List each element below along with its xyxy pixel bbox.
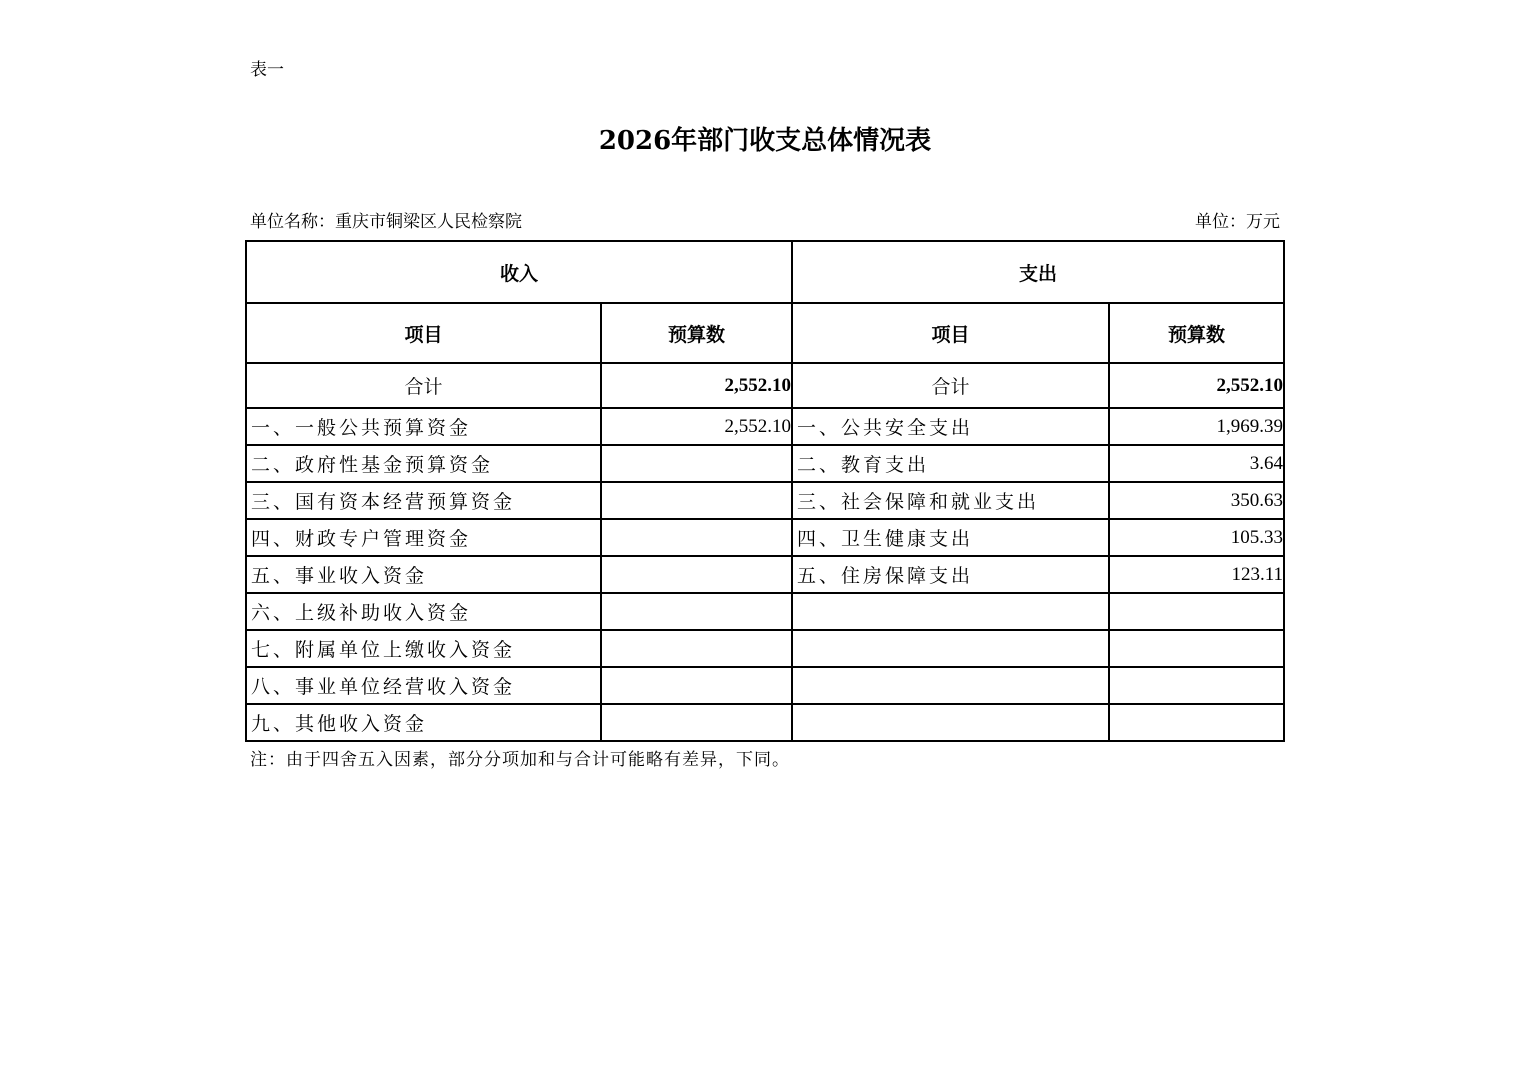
expense-item: 三、社会保障和就业支出 bbox=[792, 482, 1109, 519]
table-row bbox=[246, 667, 1284, 704]
income-item: 六、上级补助收入资金 bbox=[246, 593, 601, 630]
total-row bbox=[246, 363, 1284, 408]
income-amount bbox=[601, 519, 792, 556]
expense-amount-header: 预算数 bbox=[1109, 303, 1284, 363]
expense-item: 二、教育支出 bbox=[792, 445, 1109, 482]
income-amount: 2,552.10 bbox=[601, 408, 792, 445]
expense-item bbox=[792, 667, 1109, 704]
expense-item bbox=[792, 593, 1109, 630]
expense-amount: 3.64 bbox=[1109, 445, 1284, 482]
expense-amount: 350.63 bbox=[1109, 482, 1284, 519]
table-row bbox=[246, 408, 1284, 445]
income-amount bbox=[601, 556, 792, 593]
income-item: 七、附属单位上缴收入资金 bbox=[246, 630, 601, 667]
table-row bbox=[246, 519, 1284, 556]
expense-amount: 105.33 bbox=[1109, 519, 1284, 556]
income-total-label: 合计 bbox=[246, 363, 601, 408]
income-item: 五、事业收入资金 bbox=[246, 556, 601, 593]
income-amount bbox=[601, 630, 792, 667]
expense-item bbox=[792, 704, 1109, 741]
income-amount bbox=[601, 593, 792, 630]
income-item-header: 项目 bbox=[246, 303, 601, 363]
income-amount bbox=[601, 482, 792, 519]
expense-item: 一、公共安全支出 bbox=[792, 408, 1109, 445]
income-item: 一、一般公共预算资金 bbox=[246, 408, 601, 445]
expense-amount bbox=[1109, 667, 1284, 704]
expense-amount bbox=[1109, 593, 1284, 630]
income-amount bbox=[601, 667, 792, 704]
income-item: 八、事业单位经营收入资金 bbox=[246, 667, 601, 704]
income-amount-header: 预算数 bbox=[601, 303, 792, 363]
expense-item bbox=[792, 630, 1109, 667]
table-row bbox=[246, 556, 1284, 593]
unit-name-label: 单位名称：重庆市铜梁区人民检察院 bbox=[250, 212, 522, 232]
expense-amount bbox=[1109, 630, 1284, 667]
income-item: 九、其他收入资金 bbox=[246, 704, 601, 741]
table-row bbox=[246, 482, 1284, 519]
income-item: 三、国有资本经营预算资金 bbox=[246, 482, 601, 519]
unit-label: 单位：万元 bbox=[1195, 212, 1280, 232]
expense-amount bbox=[1109, 704, 1284, 741]
income-header: 收入 bbox=[246, 241, 792, 303]
table-row bbox=[246, 630, 1284, 667]
expense-total-label: 合计 bbox=[792, 363, 1109, 408]
income-item: 四、财政专户管理资金 bbox=[246, 519, 601, 556]
expense-item: 五、住房保障支出 bbox=[792, 556, 1109, 593]
section-header-row bbox=[246, 241, 1284, 303]
expense-amount: 123.11 bbox=[1109, 556, 1284, 593]
expense-amount: 1,969.39 bbox=[1109, 408, 1284, 445]
table-row bbox=[246, 593, 1284, 630]
expense-total-amount: 2,552.10 bbox=[1109, 363, 1284, 408]
income-total-amount: 2,552.10 bbox=[601, 363, 792, 408]
table-number-label: 表一 bbox=[250, 60, 284, 80]
income-item: 二、政府性基金预算资金 bbox=[246, 445, 601, 482]
table-row bbox=[246, 704, 1284, 741]
income-amount bbox=[601, 445, 792, 482]
expense-item: 四、卫生健康支出 bbox=[792, 519, 1109, 556]
footnote: 注：由于四舍五入因素，部分分项加和与合计可能略有差异，下同。 bbox=[250, 750, 790, 770]
expense-item-header: 项目 bbox=[792, 303, 1109, 363]
income-amount bbox=[601, 704, 792, 741]
column-header-row bbox=[246, 303, 1284, 363]
table-row bbox=[246, 445, 1284, 482]
expense-header: 支出 bbox=[792, 241, 1284, 303]
document-title: 2026年部门收支总体情况表 bbox=[598, 126, 932, 156]
budget-table bbox=[245, 240, 1285, 742]
